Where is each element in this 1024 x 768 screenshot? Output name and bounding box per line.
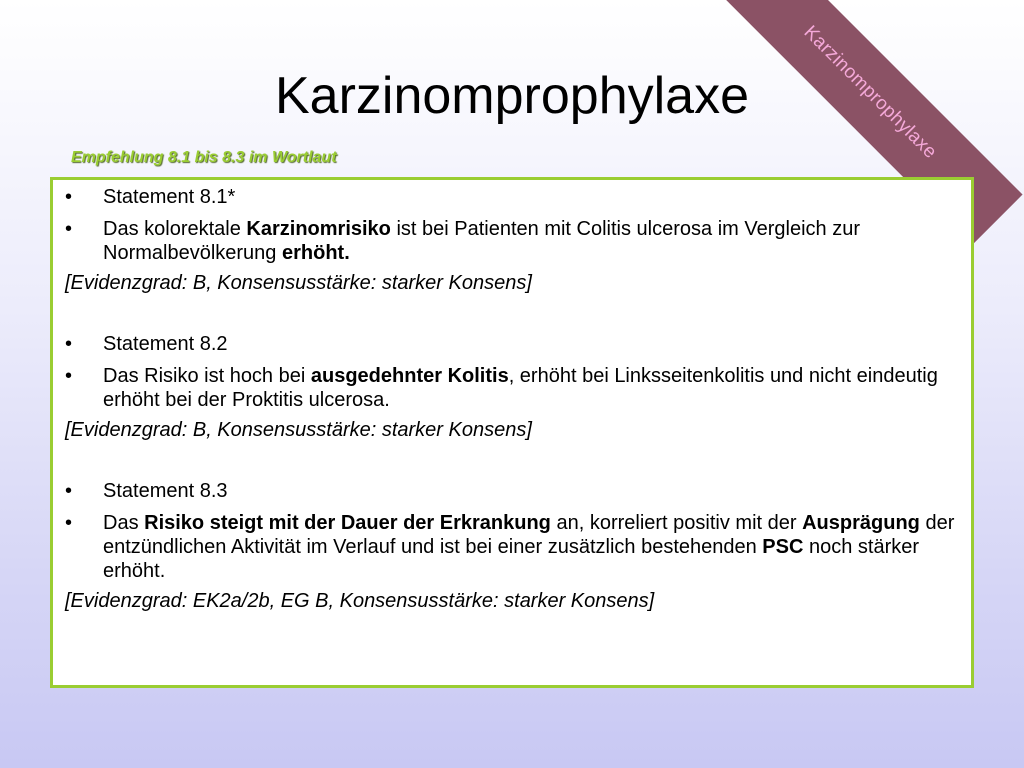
bullet-icon: • [65, 480, 73, 502]
statement-8-2-text-item [65, 364, 955, 412]
bullet-icon: • [65, 365, 73, 387]
statement-8-3-label-item [65, 479, 955, 503]
statements-box [50, 177, 974, 688]
statement-8-2-label: Statement 8.2 [103, 333, 228, 355]
bullet-icon: • [65, 218, 73, 240]
statement-8-3-text: Das Risiko steigt mit der Dauer der Erkrankung an, korreliert positiv mit der Ausprägung der entzündlichen Aktivität im Verlauf und ist bei einer zusätzlich bestehenden PSC noch stärker erhöht. [103, 512, 955, 582]
bullet-icon: • [65, 512, 73, 534]
statement-8-2-block [65, 332, 955, 442]
slide-subtitle: Empfehlung 8.1 bis 8.3 im Wortlaut [71, 149, 337, 166]
bullet-icon: • [65, 186, 73, 208]
statement-8-3-evidence: [Evidenzgrad: EK2a/2b, EG B, Konsensusstärke: starker Konsens] [65, 590, 655, 612]
statement-8-1-label-item [65, 185, 955, 209]
statement-8-2-label-item [65, 332, 955, 356]
statement-8-1-block [65, 185, 955, 295]
statement-8-1-text: Das kolorektale Karzinomrisiko ist bei Patienten mit Colitis ulcerosa im Vergleich zur Normalbevölkerung erhöht. [103, 218, 860, 264]
statement-8-3-label: Statement 8.3 [103, 480, 228, 502]
statement-8-2-evidence: [Evidenzgrad: B, Konsensusstärke: starker Konsens] [65, 419, 532, 441]
bullet-icon: • [65, 333, 73, 355]
statement-8-1-text-item [65, 217, 955, 265]
statement-8-3-block [65, 479, 955, 613]
statement-8-3-text-item [65, 511, 955, 583]
statement-8-2-text: Das Risiko ist hoch bei ausgedehnter Kolitis, erhöht bei Linksseitenkolitis und nicht eindeutig erhöht bei der Proktitis ulcerosa. [103, 365, 938, 411]
corner-banner-label: Karzinomprophylaxe [799, 21, 941, 163]
slide-title: Karzinomprophylaxe [274, 67, 750, 125]
statement-8-1-label: Statement 8.1* [103, 186, 236, 208]
statement-8-1-evidence: [Evidenzgrad: B, Konsensusstärke: starker Konsens] [65, 272, 532, 294]
